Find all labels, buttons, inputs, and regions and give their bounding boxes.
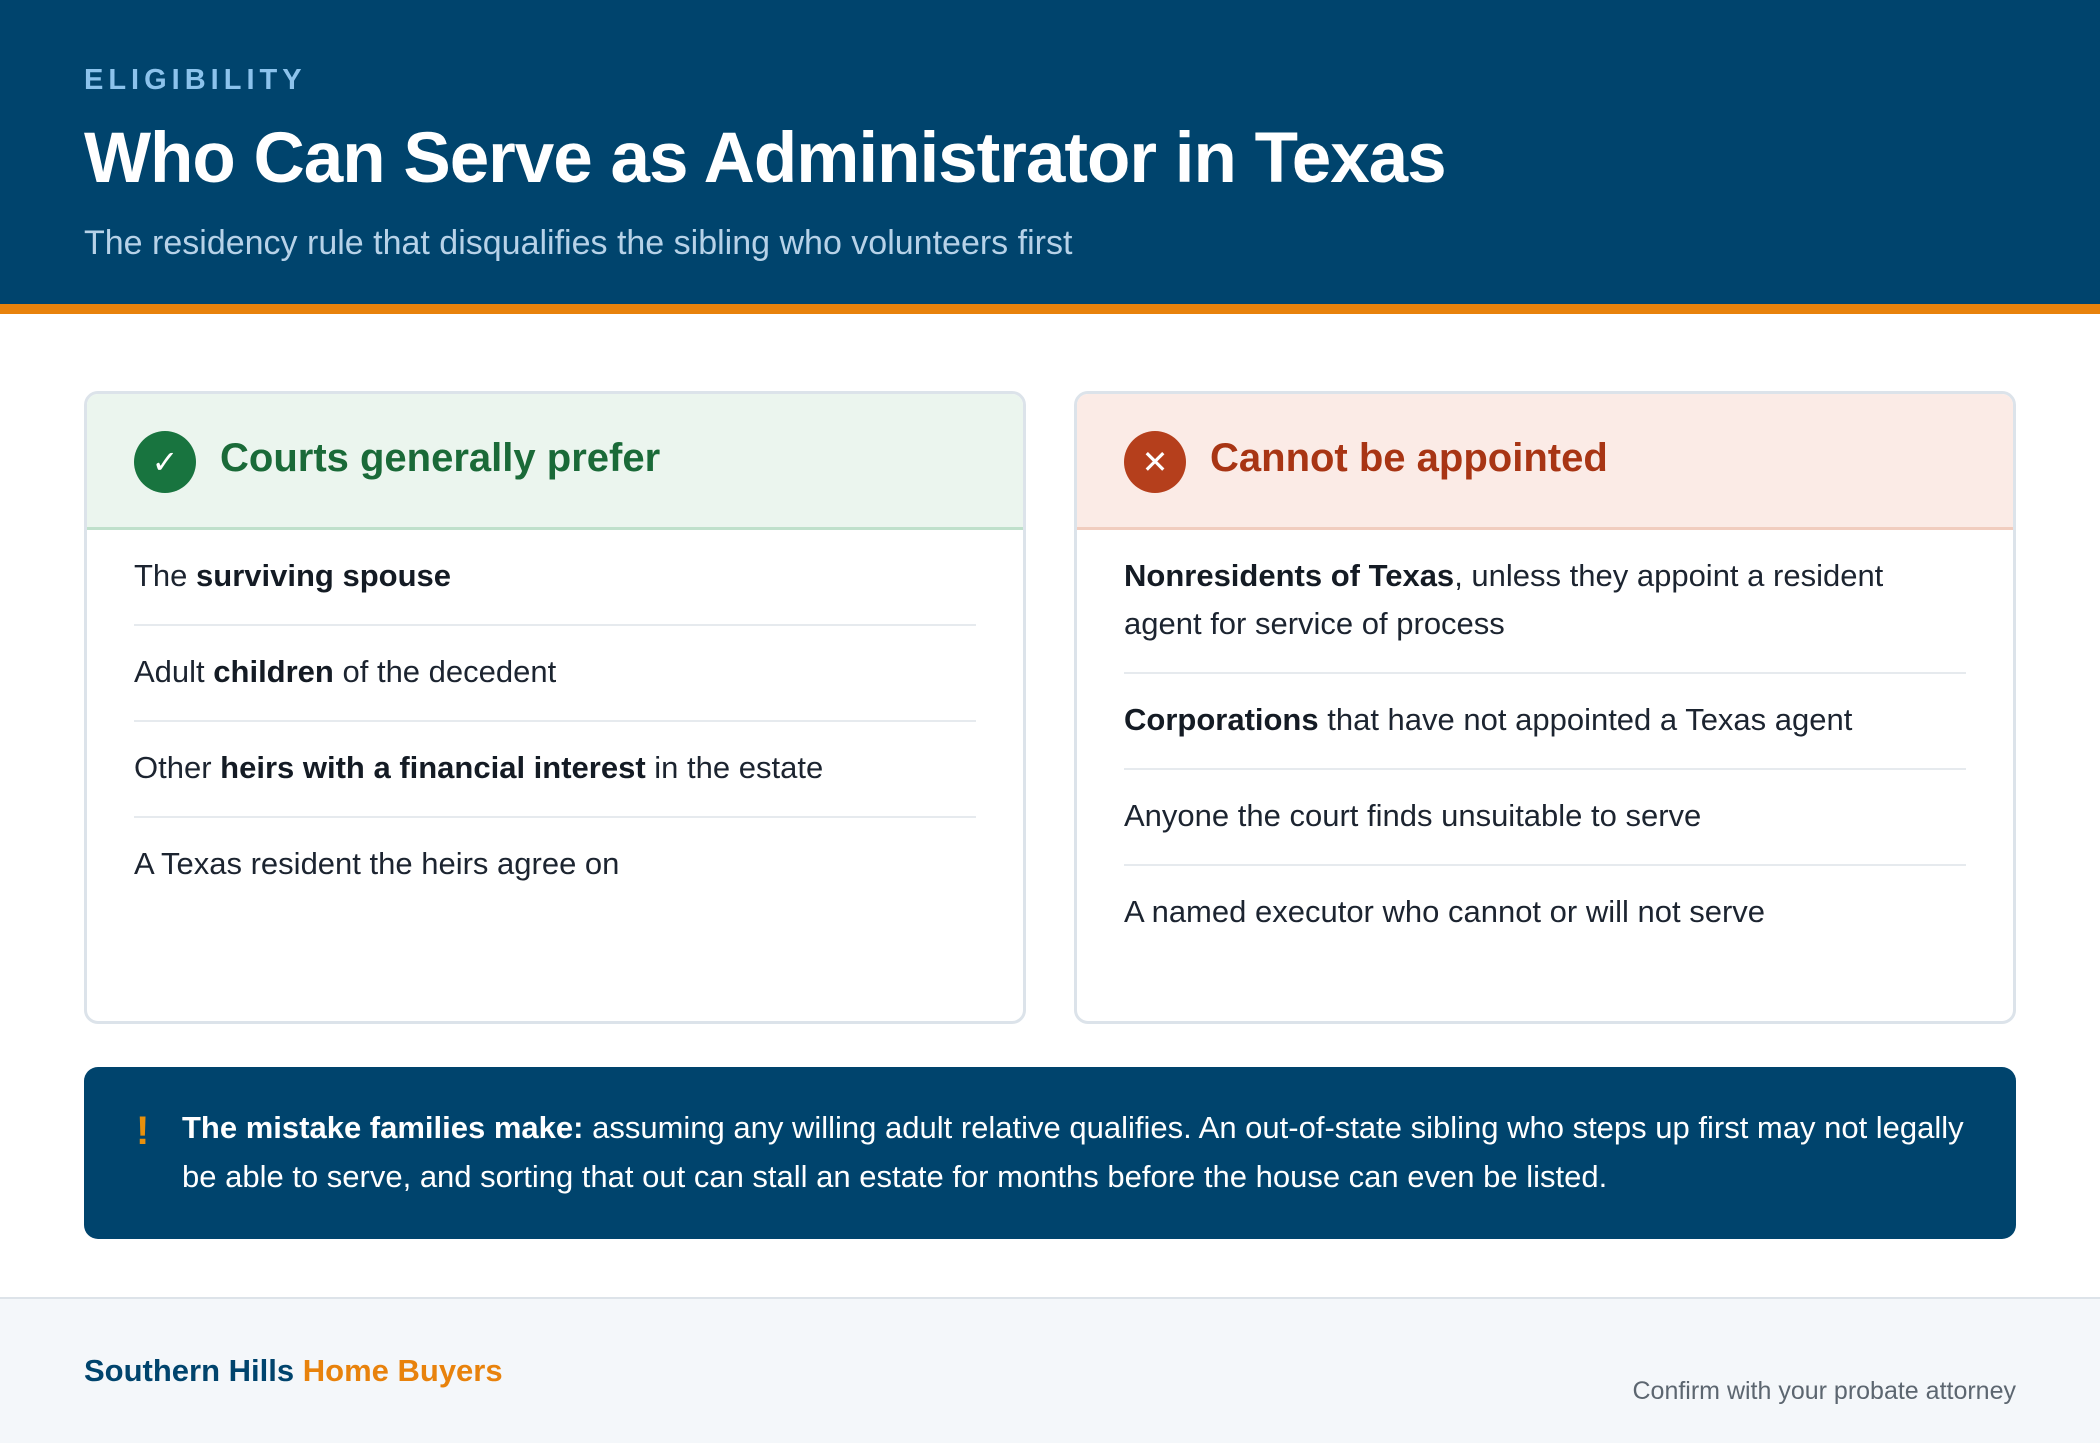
header-banner — [0, 0, 2100, 314]
prefer-card-header — [87, 394, 1023, 530]
exclamation-icon: ! — [136, 1109, 150, 1153]
eyebrow-label: ELIGIBILITY — [84, 64, 307, 96]
list-item: Other heirs with a financial interest in the estate — [134, 722, 976, 818]
page-subtitle: The residency rule that disqualifies the sibling who volunteers first — [84, 224, 1073, 262]
cannot-card-header — [1077, 394, 2013, 530]
list-item: Corporations that have not appointed a Texas agent — [1124, 674, 1966, 770]
footer — [0, 1297, 2100, 1443]
prefer-card — [84, 391, 1026, 1024]
list-item: Nonresidents of Texas, unless they appoint a resident agent for service of process — [1124, 530, 1966, 674]
callout-lead: The mistake families make: — [182, 1110, 584, 1145]
prefer-list — [87, 530, 1023, 912]
brand-secondary: Home Buyers — [294, 1353, 503, 1388]
list-item: The surviving spouse — [134, 530, 976, 626]
x-icon: ✕ — [1124, 431, 1186, 493]
mistake-callout — [84, 1067, 2016, 1239]
page-title: Who Can Serve as Administrator in Texas — [84, 119, 1446, 198]
cannot-card-title: Cannot be appointed — [1210, 436, 1608, 480]
prefer-card-title: Courts generally prefer — [220, 436, 661, 480]
callout-text — [182, 1103, 1972, 1201]
cannot-card — [1074, 391, 2016, 1024]
cannot-list — [1077, 530, 2013, 960]
disclaimer-note: Confirm with your probate attorney — [1632, 1377, 2016, 1405]
brand-primary: Southern Hills — [84, 1353, 295, 1388]
brand-logo — [84, 1353, 503, 1389]
list-item: A Texas resident the heirs agree on — [134, 846, 620, 881]
list-item: A named executor who cannot or will not serve — [1124, 894, 1766, 929]
callout-body: assuming any willing adult relative qualifies. An out-of-state sibling who steps up first may not legally be able to serve, and sorting that out can stall an estate for months before the house can even be listed. — [182, 1110, 1964, 1194]
list-item: Anyone the court finds unsuitable to serve — [1124, 770, 1966, 866]
check-icon: ✓ — [134, 431, 196, 493]
list-item: Adult children of the decedent — [134, 626, 976, 722]
